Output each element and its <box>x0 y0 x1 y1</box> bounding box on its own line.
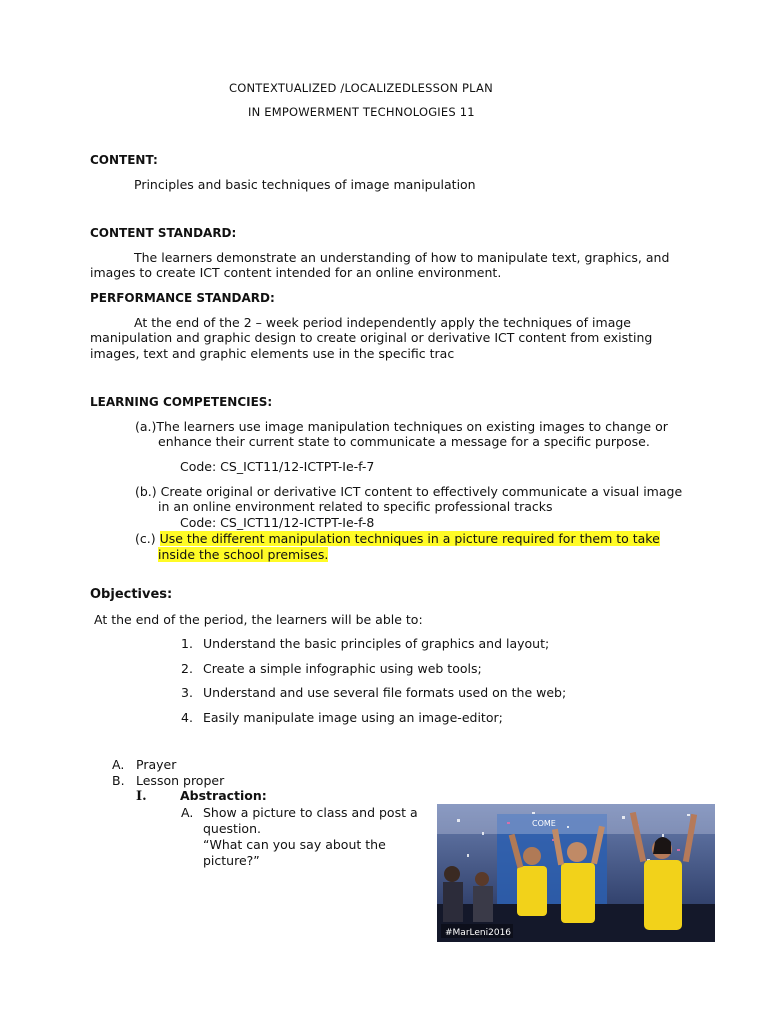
procedure-roman-item <box>136 788 267 805</box>
objectives-intro: At the end of the period, the learners will be able to: <box>94 612 423 627</box>
competency-a-line-2: enhance their current state to communicate a message for a specific purpose. <box>158 434 650 449</box>
competency-c-line-2 <box>158 547 328 563</box>
performance-standard-line-2: manipulation and graphic design to create original or derivative ICT content from existing <box>90 330 653 345</box>
objectives-heading: Objectives: <box>90 587 173 602</box>
objective-text: Understand the basic principles of graphics and layout; <box>203 636 550 651</box>
yellow-shirt <box>517 866 547 916</box>
competency-c-highlight-2: inside the school premises. <box>158 547 329 562</box>
photo-illustration <box>437 804 715 942</box>
objective-item <box>181 685 566 701</box>
procedure-b-label: B. <box>112 773 125 788</box>
competency-c-label: (c.) <box>135 531 156 546</box>
campaign-photo <box>437 804 715 942</box>
content-standard-line-1: The learners demonstrate an understanding of how to manipulate text, graphics, and <box>134 250 670 265</box>
yellow-shirt <box>561 863 595 923</box>
performance-standard-heading: PERFORMANCE STANDARD: <box>90 291 275 305</box>
person-head <box>523 847 541 865</box>
title-line-1: CONTEXTUALIZED /LOCALIZEDLESSON PLAN <box>229 81 493 95</box>
objective-item <box>181 661 482 677</box>
objective-item <box>181 710 503 726</box>
learning-competencies-heading: LEARNING COMPETENCIES: <box>90 395 273 409</box>
objective-item <box>181 636 549 652</box>
objective-number: 1. <box>181 636 193 651</box>
competency-b-line-2: in an online environment related to specific professional tracks <box>158 499 553 514</box>
yellow-shirt <box>644 860 682 930</box>
competency-c-highlight-1: Use the different manipulation techniques in a picture required for them to take <box>159 531 660 546</box>
roman-numeral: I. <box>136 789 147 804</box>
content-heading: CONTENT: <box>90 153 158 167</box>
objective-text: Create a simple infographic using web tools; <box>203 661 482 676</box>
abstraction-sub-label: A. <box>181 805 194 820</box>
procedure-item-a <box>112 757 176 773</box>
performance-standard-line-3: images, text and graphic elements use in the specific trac <box>90 346 455 361</box>
procedure-a-text: Prayer <box>136 757 177 772</box>
title-line-2: IN EMPOWERMENT TECHNOLOGIES 11 <box>248 105 475 119</box>
person-head <box>567 842 587 862</box>
abstraction-line-3: “What can you say about the <box>203 837 386 852</box>
objective-number: 4. <box>181 710 193 725</box>
objective-number: 2. <box>181 661 193 676</box>
ceiling-lights <box>437 804 715 834</box>
procedure-b-text: Lesson proper <box>136 773 225 788</box>
content-text: Principles and basic techniques of image manipulation <box>134 177 476 192</box>
procedure-a-label: A. <box>112 757 125 772</box>
competency-a-line-1: (a.)The learners use image manipulation techniques on existing images to change or <box>135 419 668 434</box>
hashtag-text: #MarLeni2016 <box>445 928 512 938</box>
competency-c-line-1 <box>135 531 660 547</box>
competency-b-line-1: (b.) Create original or derivative ICT content to effectively communicate a visual image <box>135 484 683 499</box>
procedure-item-b <box>112 773 224 789</box>
performance-standard-line-1: At the end of the 2 – week period independently apply the techniques of image <box>134 315 631 330</box>
stage-banner-text: COME <box>532 819 556 828</box>
abstraction-heading: Abstraction: <box>180 788 267 803</box>
abstraction-line-1: Show a picture to class and post a <box>203 805 418 820</box>
objective-number: 3. <box>181 685 193 700</box>
objective-text: Understand and use several file formats used on the web; <box>203 685 567 700</box>
content-standard-line-2: images to create ICT content intended for an online environment. <box>90 265 502 280</box>
competency-a-code: Code: CS_ICT11/12-ICTPT-Ie-f-7 <box>180 459 375 474</box>
competency-b-code: Code: CS_ICT11/12-ICTPT-Ie-f-8 <box>180 515 375 530</box>
abstraction-line-2: question. <box>203 821 261 836</box>
objective-text: Easily manipulate image using an image-editor; <box>203 710 503 725</box>
content-standard-heading: CONTENT STANDARD: <box>90 226 237 240</box>
abstraction-line-4: picture?” <box>203 853 260 868</box>
